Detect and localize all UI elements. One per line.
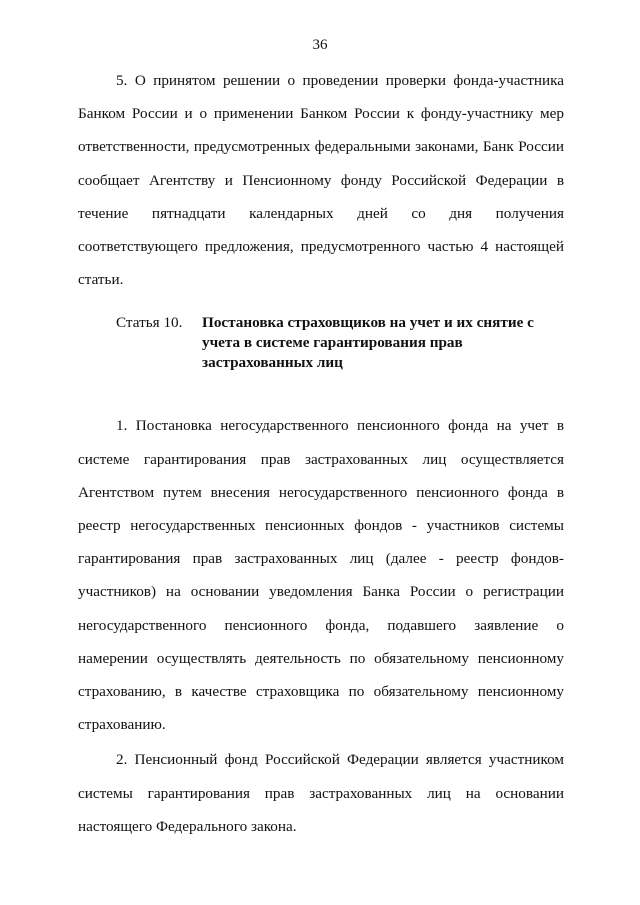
page-number: 36 [312, 37, 328, 53]
article-title: Постановка страховщиков на учет и их снятие с учета в системе гарантирования прав застрахованных лиц [202, 314, 534, 372]
article-number: Статья 10. [116, 314, 183, 332]
article-paragraph-1: 1. Постановка негосударственного пенсионного фонда на учет в системе гарантирования прав застрахованных лиц осуществляется Агентством путем внесения негосударственного пенсионного фонда в реестр негосударственных пенсионных фондов - участников системы гарантирования прав застрахованных лиц (далее - реестр фондов-участников) на основании уведомления Банка России о регистрации негосударственного пенсионного фонда, подавшего заявление о намерении осуществлять деятельность по обязательному пенсионному страхованию, в качестве страховщика по обязательному пенсионному страхованию. [78, 417, 564, 734]
page-content [78, 64, 564, 843]
paragraph-5: 5. О принятом решении о проведении проверки фонда-участника Банком России и о применении Банком России к фонду-участнику мер ответственности, предусмотренных федеральными законами, Банк России сообщает Агентству и Пенсионному фонду Российской Федерации в течение пятнадцати календарных дней со дня получения соответствующего предложения, предусмотренного частью 4 настоящей статьи. [78, 72, 564, 289]
article-heading [78, 313, 564, 373]
article-paragraph-2: 2. Пенсионный фонд Российской Федерации является участником системы гарантирования прав застрахованных лиц на основании настоящего Федерального закона. [78, 751, 564, 835]
